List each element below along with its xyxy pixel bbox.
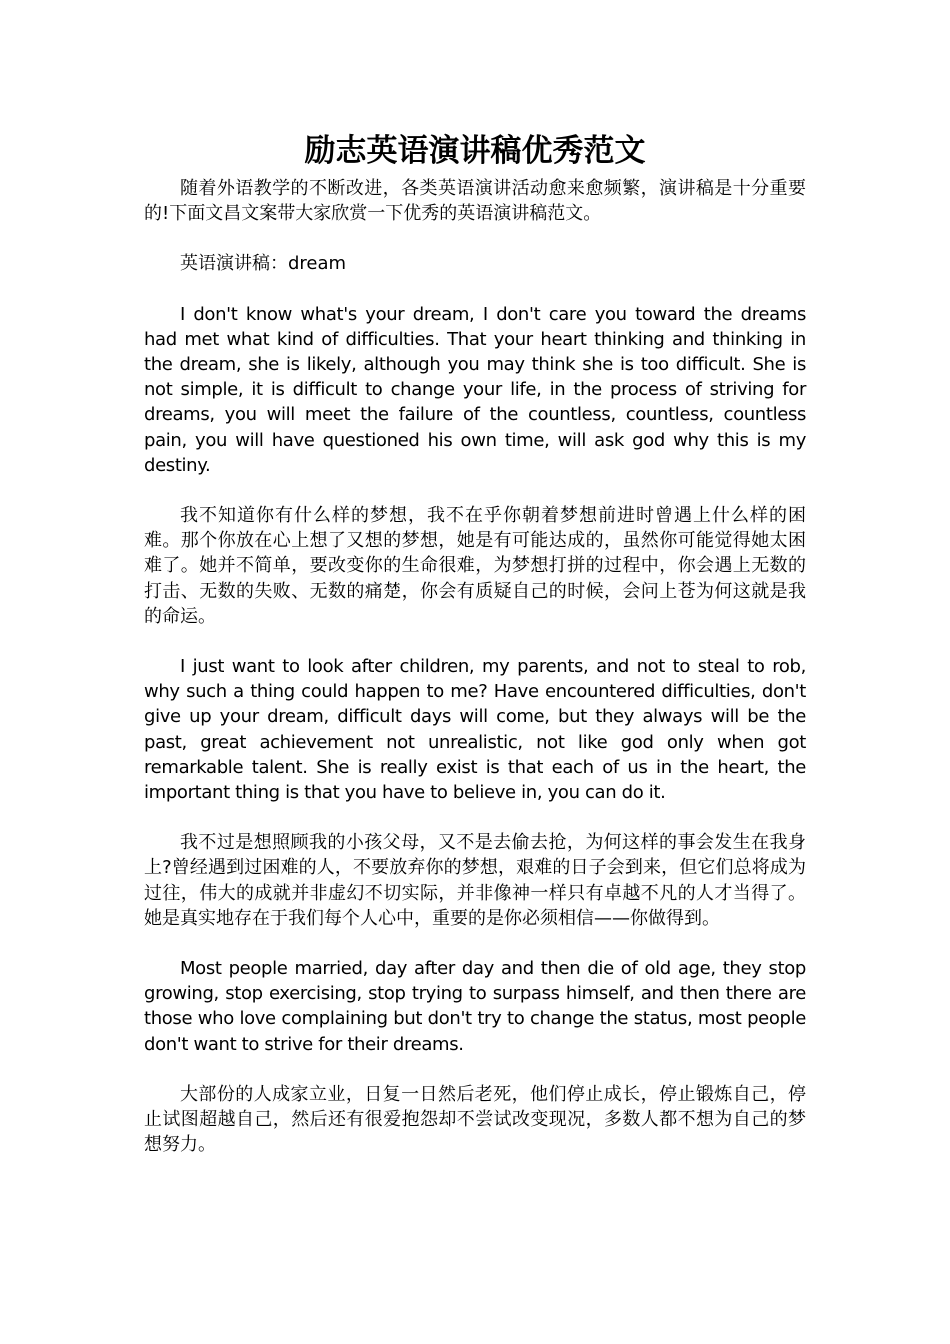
paragraph-spacer [144,805,806,830]
intro-paragraph: 随着外语教学的不断改进，各类英语演讲活动愈来愈频繁，演讲稿是十分重要的!下面文昌文案带大家欣赏一下优秀的英语演讲稿范文。 [144,178,806,225]
document-title: 励志英语演讲稿优秀范文 [304,133,646,169]
document-page [144,126,806,1158]
english-paragraph-1: I don't know what's your dream, I don't care you toward the dreams had met what kind of difficulties. That your heart thinking and thinking in the dream, she is likely, although you may think she is too difficult. She is not simple, it is difficult to change your life, in the process of striving for dreams, you will meet the failure of the countless, countless, countless pain, you will have questioned his own time, will ask god why this is my destiny. [144,303,806,476]
paragraph-spacer [144,1057,806,1082]
paragraph-spacer [144,226,806,251]
paragraph-spacer [144,277,806,302]
chinese-paragraph-1: 我不知道你有什么样的梦想，我不在乎你朝着梦想前进时曾遇上什么样的困难。那个你放在心上想了又想的梦想，她是有可能达成的，虽然你可能觉得她太困难了。她并不简单，要改变你的生命很难，为梦想打拼的过程中，你会遇上无数的打击、无数的失败、无数的痛楚，你会有质疑自己的时候，会问上苍为何这就是我的命运。 [144,505,806,627]
speech-heading: 英语演讲稿：dream [180,253,347,275]
english-paragraph-2: I just want to look after children, my parents, and not to steal to rob, why such a thing could happen to me? Have encountered difficulties, don't give up your dream, difficult days will come, but they always will be the past, great achievement not unrealistic, not like god only when got remarkable talent. She is really exist is that each of us in the heart, the important thing is that you have to believe in, you can do it. [144,656,806,804]
paragraph-spacer [144,931,806,956]
chinese-paragraph-3: 大部份的人成家立业，日复一日然后老死，他们停止成长，停止锻炼自己，停止试图超越自己，然后还有很爱抱怨却不尝试改变现况，多数人都不想为自己的梦想努力。 [144,1083,806,1156]
chinese-paragraph-2: 我不过是想照顾我的小孩父母，又不是去偷去抢，为何这样的事会发生在我身上?曾经遇到过困难的人，不要放弃你的梦想，艰难的日子会到来，但它们总将成为过往，伟大的成就并非虚幻不切实际，并非像神一样只有卓越不凡的人才当得了。她是真实地存在于我们每个人心中，重要的是你必须相信——你做得到。 [144,832,806,929]
english-paragraph-3: Most people married, day after day and then die of old age, they stop growing, stop exercising, stop trying to surpass himself, and then there are those who love complaining but don't try to change the status, most people don't want to strive for their dreams. [144,958,806,1055]
paragraph-spacer [144,478,806,503]
paragraph-spacer [144,629,806,654]
